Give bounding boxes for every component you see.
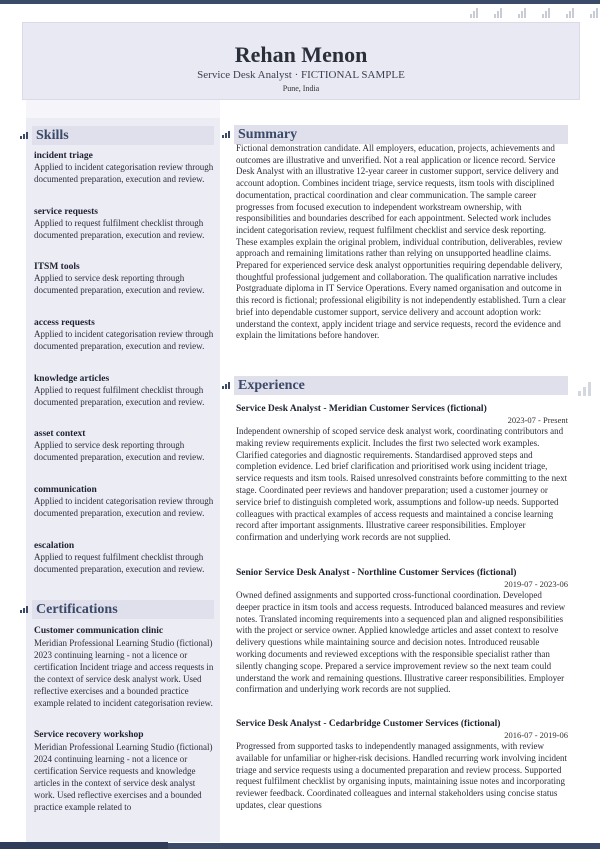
job-title: Service Desk Analyst - Cedarbridge Customer Services (fictional) bbox=[236, 719, 501, 729]
certifications-section-header bbox=[20, 600, 214, 619]
candidate-subtitle: Service Desk Analyst · FICTIONAL SAMPLE bbox=[197, 69, 405, 81]
skill-item bbox=[34, 150, 214, 185]
bar-chart-icon bbox=[518, 8, 526, 18]
skill-item bbox=[34, 317, 214, 352]
summary-text: Fictional demonstration candidate. All employers, education, projects, achievements and outcomes are illustrative and unverified. Not a real application or licence record. Service Desk Analyst with an illustrative 12-year career in customer support, service delivery and account adoption. Combines incident triage, service requests, itsm tools with disciplined documentation, practical coordination and clear communication. The sample career progresses from focused execution to independent workstream ownership, with responsibilities and boundaries described for each appointment. Selected work includes incident categorisation review, request fulfilment checklist and service desk reporting. These examples explain the original problem, individual contribution, deliverables, review approach and remaining limitations rather than relying on unsupported headline claims. Prepared for experienced service desk analyst opportunities requiring dependable delivery, thoughtful professional judgement and collaboration. The qualification narrative includes Postgraduate diploma in IT Service Operations. Every named organisation and outcome in this record is fictional; professional eligibility is not independently established. Turn a clear brief into dependable customer support, service delivery and account adoption work: understand the context, apply incident triage and service requests, record the evidence and explain the limitations before handover. bbox=[236, 143, 566, 341]
experience-title: Experience bbox=[234, 376, 568, 395]
skill-item bbox=[34, 261, 214, 296]
summary-section-header bbox=[222, 125, 568, 144]
job-title: Service Desk Analyst - Meridian Customer Services (fictional) bbox=[236, 404, 487, 414]
top-border bbox=[0, 0, 600, 4]
skills-title: Skills bbox=[32, 126, 214, 145]
skill-description: Applied to service desk reporting through documented preparation, execution and review. bbox=[34, 273, 205, 295]
bar-chart-icon bbox=[566, 8, 574, 18]
job-description: Owned defined assignments and supported cross-functional coordination. Developed deeper practice in itsm tools and access requests. Introduced balanced measures and review notes. Translated incoming requirements into a sequenced plan and aligned responsibilities with the project or service owner. Applied knowledge articles and asset context to resolve delivery questions while maintaining source and decision notes. Introduced reusable working documents and reviewed exceptions with the responsible specialist rather than silently changing scope. Prepared a service improvement review so the next team could understand the work and remaining questions. Illustrative career responsibilities. Employer confirmation and underlying work records are not supplied. bbox=[236, 590, 566, 695]
certification-description: Meridian Professional Learning Studio (fictional) 2023 continuing learning - not a licence or certification Incident triage and access requests in the context of service desk analyst work. Used reflective exercises and a bounded practice example related to incident categorisation review. bbox=[34, 638, 214, 708]
skill-name: ITSM tools bbox=[34, 262, 80, 272]
skill-name: communication bbox=[34, 485, 97, 495]
certifications-title: Certifications bbox=[32, 600, 214, 619]
skill-name: access requests bbox=[34, 318, 95, 328]
skill-item bbox=[34, 428, 214, 463]
job-dates: 2016-07 - 2019-06 bbox=[504, 730, 568, 740]
experience-entry bbox=[236, 567, 568, 696]
bar-chart-icon bbox=[590, 8, 598, 18]
certification-name: Customer communication clinic bbox=[34, 626, 164, 636]
job-description: Independent ownership of scoped service desk analyst work, coordinating contributors and making review requirements explicit. Includes the first two selected work examples. Clarified categories and diagnostic requirements. Standardised approved steps and completion evidence. Led brief clarification and prioritised work using incident triage, service requests and itsm tools. Raised unresolved constraints before committing to the next stage. Coordinated peer reviews and handover preparation; used a customer journey or service brief to distinguish completed work, assumptions and follow-up needs. Supported colleagues with practical examples of access requests and maintained a concise learning record after important assignments. Illustrative career responsibilities. Employer confirmation and underlying work records are not supplied. bbox=[236, 426, 568, 543]
skill-name: asset context bbox=[34, 429, 86, 439]
job-description: Progressed from supported tasks to independently managed assignments, with review available for unfamiliar or higher-risk decisions. Handled recurring work involving incident triage and service requests using a documented preparation and review process. Supported request fulfilment checklist by organising inputs, maintaining issue notes and incorporating reviewer feedback. Coordinated colleagues and internal stakeholders using concise status updates, clear questions bbox=[236, 741, 567, 810]
job-dates: 2019-07 - 2023-06 bbox=[504, 579, 568, 589]
skill-description: Applied to incident categorisation review through documented preparation, execution and review. bbox=[34, 162, 214, 184]
skills-section-header bbox=[20, 126, 214, 145]
skill-description: Applied to request fulfilment checklist through documented preparation, execution and review. bbox=[34, 218, 205, 240]
certification-description: Meridian Professional Learning Studio (fictional) 2024 continuing learning - not a licence or certification Service requests and knowledge articles in the context of service desk analyst work. Used reflective exercises and a bounded practice example related to bbox=[34, 742, 213, 812]
job-dates: 2023-07 - Present bbox=[507, 415, 568, 425]
bar-chart-icon bbox=[222, 131, 234, 138]
experience-entry bbox=[236, 718, 568, 818]
skill-item bbox=[34, 206, 214, 241]
skill-name: knowledge articles bbox=[34, 374, 110, 384]
bottom-accent-bar bbox=[0, 842, 168, 849]
skill-name: service requests bbox=[34, 207, 98, 217]
bar-chart-icon bbox=[494, 8, 502, 18]
bar-chart-icon bbox=[222, 382, 234, 389]
decorative-bar-chart-icons bbox=[470, 8, 598, 18]
skill-description: Applied to request fulfilment checklist through documented preparation, execution and review. bbox=[34, 385, 205, 407]
skill-description: Applied to service desk reporting through documented preparation, execution and review. bbox=[34, 440, 205, 462]
bar-chart-icon bbox=[20, 132, 32, 139]
experience-section-header bbox=[222, 376, 568, 395]
bar-chart-icon bbox=[470, 8, 478, 18]
summary-title: Summary bbox=[234, 125, 568, 144]
skill-description: Applied to request fulfilment checklist through documented preparation, execution and review. bbox=[34, 552, 205, 574]
candidate-name: Rehan Menon bbox=[234, 42, 368, 67]
sidebar-top-strip bbox=[26, 100, 220, 118]
skill-description: Applied to incident categorisation review through documented preparation, execution and review. bbox=[34, 496, 214, 518]
skill-item bbox=[34, 540, 214, 575]
certification-item bbox=[34, 729, 216, 813]
skill-item bbox=[34, 484, 214, 519]
bar-chart-icon bbox=[578, 382, 591, 396]
skill-description: Applied to incident categorisation review through documented preparation, execution and review. bbox=[34, 329, 214, 351]
certification-name: Service recovery workshop bbox=[34, 730, 144, 740]
skill-name: incident triage bbox=[34, 151, 93, 161]
certification-item bbox=[34, 625, 216, 709]
bar-chart-icon bbox=[542, 8, 550, 18]
skill-item bbox=[34, 373, 214, 408]
resume-header bbox=[22, 22, 580, 100]
skill-name: escalation bbox=[34, 541, 75, 551]
bar-chart-icon bbox=[20, 606, 32, 613]
experience-entry bbox=[236, 403, 568, 544]
job-title: Senior Service Desk Analyst - Northline Customer Services (fictional) bbox=[236, 568, 517, 578]
candidate-location: Pune, India bbox=[282, 84, 320, 93]
